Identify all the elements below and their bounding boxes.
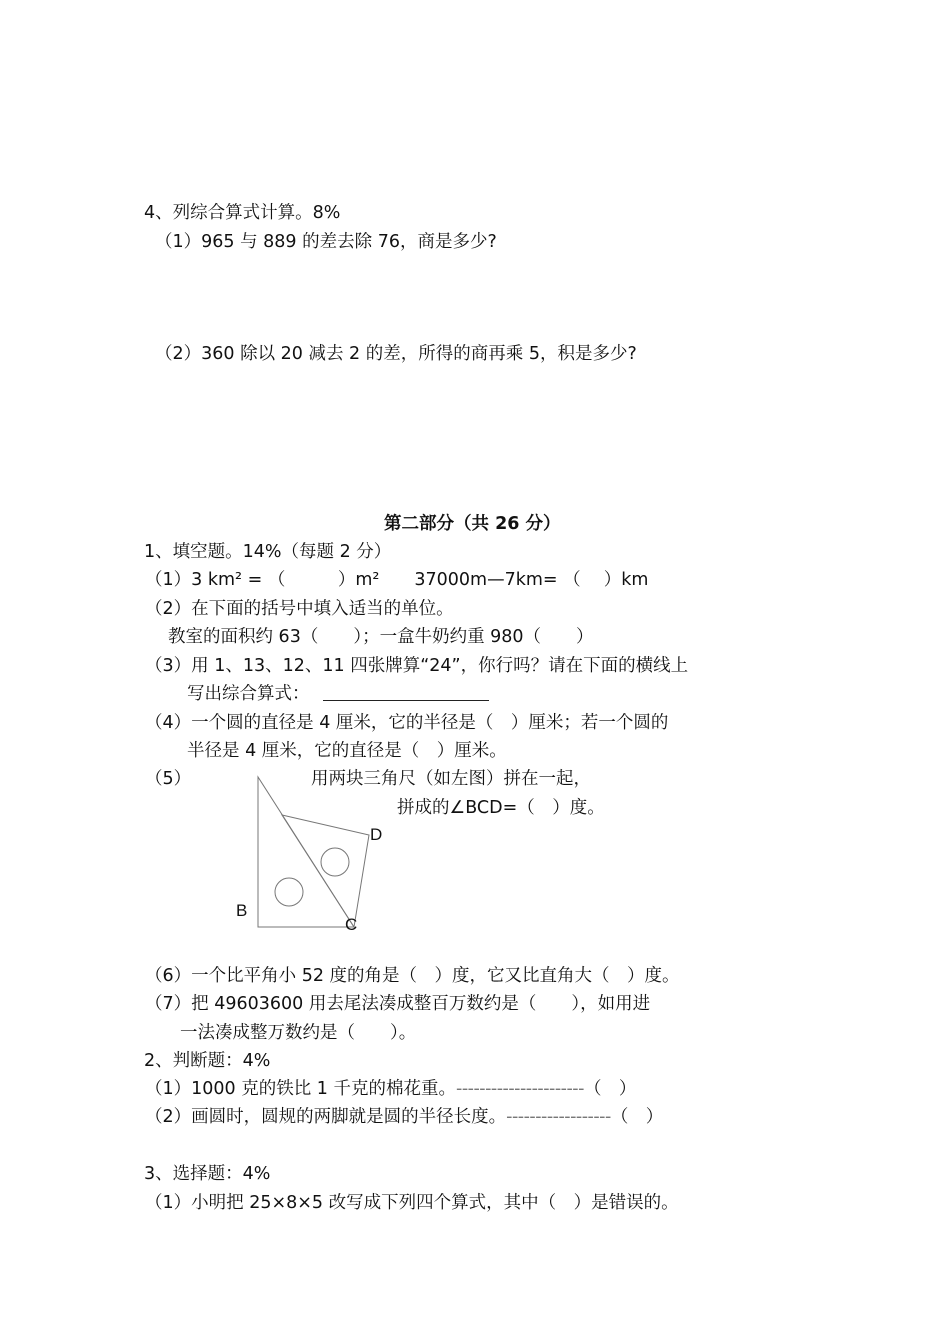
judge-question-2-text: （2）画圆时，圆规的两脚就是圆的半径长度。: [145, 1107, 507, 1127]
large-ruler-hole: [275, 878, 303, 906]
label-d: D: [370, 825, 383, 844]
fill-question-1: （1）3 km² = （ ）m² 37000m—7km= （ ）km: [145, 570, 649, 590]
label-b: B: [236, 901, 248, 920]
judge-section-title: 2、判断题：4%: [144, 1051, 271, 1071]
fill-question-7-line2: 一法凑成整万数约是（ ）。: [180, 1023, 417, 1043]
fill-question-2: （2）在下面的括号中填入适当的单位。: [145, 599, 454, 619]
section4-title: 4、列综合算式计算。8%: [144, 203, 341, 223]
section4-question-1: （1）965 与 889 的差去除 76，商是多少?: [155, 232, 497, 252]
judge-question-1-paren[interactable]: （ ）: [583, 1079, 637, 1099]
fill-section-title: 1、填空题。14%（每题 2 分）: [144, 542, 392, 562]
judge-question-2-paren[interactable]: （ ）: [610, 1107, 664, 1127]
judge-question-1-dashes: ----------------------: [456, 1079, 584, 1099]
label-c: C: [345, 915, 358, 934]
fill-question-4-line1: （4）一个圆的直径是 4 厘米，它的半径是（ ）厘米；若一个圆的: [145, 713, 669, 733]
fill-question-6: （6）一个比平角小 52 度的角是（ ）度，它又比直角大（ ）度。: [145, 966, 680, 986]
fill-question-3-line2: 写出综合算式：: [187, 684, 310, 704]
fill-question-5-label: （5）: [145, 769, 192, 789]
fill-question-2-detail: 教室的面积约 63（ ）；一盒牛奶约重 980（ ）: [168, 627, 594, 647]
fill-question-3-line1: （3）用 1、13、12、11 四张牌算“24”，你行吗？请在下面的横线上: [145, 656, 689, 676]
fill-question-4-line2: 半径是 4 厘米，它的直径是（ ）厘米。: [187, 741, 507, 761]
part2-title: 第二部分（共 26 分）: [384, 514, 561, 534]
triangle-rulers-figure: [225, 772, 395, 942]
section4-question-2: （2）360 除以 20 减去 2 的差，所得的商再乘 5，积是多少?: [155, 344, 637, 364]
choice-section-title: 3、选择题：4%: [144, 1164, 271, 1184]
answer-blank-line[interactable]: [323, 700, 489, 701]
fill-question-5-text2: 拼成的∠BCD=（ ）度。: [397, 798, 605, 818]
judge-question-1: [145, 1077, 636, 1101]
fill-question-5-text1: 用两块三角尺（如左图）拼在一起，: [311, 769, 591, 789]
judge-question-1-text: （1）1000 克的铁比 1 千克的棉花重。: [145, 1079, 456, 1099]
small-ruler-hole: [321, 848, 349, 876]
fill-question-7-line1: （7）把 49603600 用去尾法凑成整百万数约是（ ），如用进: [145, 994, 651, 1014]
small-triangle-ruler: [282, 815, 369, 927]
judge-question-2-dashes: ------------------: [506, 1107, 611, 1127]
judge-question-2: [145, 1105, 663, 1129]
choice-question-1: （1）小明把 25×8×5 改写成下列四个算式，其中（ ）是错误的。: [145, 1193, 679, 1213]
